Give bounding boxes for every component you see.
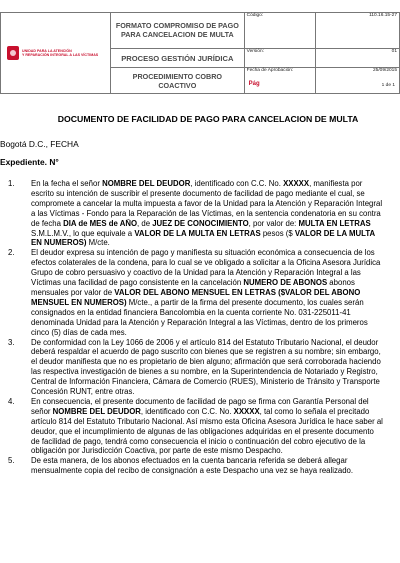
clause-bold-text: XXXXX <box>233 406 260 416</box>
version-label: Versión: <box>244 48 315 67</box>
place-date: Bogotá D.C., FECHA <box>0 139 79 149</box>
clause-text: Grupo de cobro persuasivo y coactivo de la Unidad para la Atención y Reparación Integral a las <box>31 268 361 278</box>
clause-text: Concesión RUNT, entre otras. <box>31 387 135 397</box>
clause-number: 1. <box>8 179 15 188</box>
logo-text-line-2: Y REPARACIÓN INTEGRAL A LAS VÍCTIMAS <box>22 53 99 57</box>
version-value: 01 <box>315 48 399 67</box>
clause-line <box>31 338 400 348</box>
clause-text: compromete a cancelar la multa impuesta a favor de la Unidad para la Atención y Reparación Integral <box>31 198 383 208</box>
clause-item <box>8 338 400 397</box>
logo-text-line-1: UNIDAD PARA LA ATENCIÓN <box>22 48 72 53</box>
format-title <box>111 13 245 49</box>
clause-text: , identificado con C.C. No. <box>140 406 234 416</box>
clause-line <box>31 456 400 466</box>
clause-line <box>31 387 400 397</box>
clause-item <box>8 248 400 337</box>
procedure-line-1: PROCEDIMIENTO COBRO <box>132 71 222 81</box>
clause-text: Central de Información Financiera, Cámara de Comercio (RUES), Ministerio de Tránsito y Transporte <box>31 377 380 387</box>
clause-item <box>8 179 400 248</box>
clause-text: artículo 814 del Estatuto Tributario Nacional. Así mismo esta Oficina Asesora Jurídica le hace saber al <box>31 416 383 426</box>
clause-line <box>31 318 400 328</box>
unidad-logo <box>1 46 110 60</box>
clause-line <box>31 238 400 248</box>
approval-label <box>244 68 315 94</box>
clause-line <box>31 328 400 338</box>
clause-line <box>31 417 400 427</box>
clause-text: El deudor expresa su intención de pago y manifiesta su situación económica a consecuencia de los <box>31 248 375 258</box>
code-value: 110.16.15-27 <box>315 13 399 49</box>
logo-text <box>22 49 110 58</box>
clause-bold-text: MENSUEL EN NUMEROS) <box>31 297 127 307</box>
clause-text: obligación por Jurisdicción Coactiva, por parte de este mismo Despacho. <box>31 446 283 456</box>
clause-line <box>31 437 400 447</box>
document-header <box>0 12 400 94</box>
clause-text: las respectiva investigación de bienes a su nombre, en la Superintendencia de Notariado y Registro, <box>31 367 378 377</box>
clause-text: cinco (5) días de cada mes. <box>31 327 127 337</box>
clause-line <box>31 258 400 268</box>
clauses-list <box>8 179 400 476</box>
clause-number: 5. <box>8 456 15 466</box>
clause-line <box>31 199 400 209</box>
clause-text: En consecuencia, el presente documento de facilidad de pago se firma con Garantía Personal del <box>31 396 369 406</box>
clause-line <box>31 446 400 456</box>
clause-bold-text: XXXXX <box>283 179 310 188</box>
clause-text: denominada Unidad para la Atención y Reparación Integral a las Víctimas, dentro de los primeros <box>31 317 368 327</box>
clause-line <box>31 427 400 437</box>
approval-label-text: Fecha de Aprobación: <box>246 68 294 74</box>
seal-icon <box>7 46 19 60</box>
clause-line <box>31 397 400 407</box>
clause-text: mensualmente copia del recibo de consignación a este Despacho una vez se haya realizado. <box>31 466 354 476</box>
code-label: Código: <box>244 13 315 49</box>
clause-bold-text: NUMERO DE ABONOS <box>243 278 328 288</box>
clause-bold-text: EN NUMEROS) <box>31 238 87 248</box>
clause-text: S.M.L.M.V., lo que equivale a <box>31 228 135 238</box>
clause-line <box>31 229 400 239</box>
clause-text: Víctimas una facilidad de pago consistente en la cancelación <box>31 278 244 288</box>
document-title: DOCUMENTO DE FACILIDAD DE PAGO PARA CANCELACION DE MULTA <box>57 114 359 124</box>
clause-text: , manifiesta por <box>309 179 363 188</box>
clause-bold-text: VALOR DE LA MULTA <box>294 228 376 238</box>
page-number: 1 de 1 <box>381 83 395 89</box>
clause-text: pesos ($ <box>260 228 295 238</box>
format-title-line-2: PARA CANCELACION DE MULTA <box>120 30 234 40</box>
process-name: PROCESO GESTIÓN JURÍDICA <box>111 48 245 67</box>
clause-text: , tal como lo señala el precitado <box>259 406 370 416</box>
clause-text: , identificado con C.C. No. <box>190 179 284 188</box>
clause-line <box>31 367 400 377</box>
clause-line <box>31 308 400 318</box>
clause-text: abonos <box>327 278 355 288</box>
page-mark: Pág <box>248 81 260 88</box>
procedure-line-2: COACTIVO <box>158 80 197 90</box>
clause-text: M/cte., a partir de la firma del presente documento, los cuales serán <box>126 297 364 307</box>
clause-line <box>31 209 400 219</box>
expediente-label: Expediente. N° <box>0 157 59 167</box>
clause-bold-text: VALOR DE LA MULTA EN LETRAS <box>134 228 261 238</box>
clause-line <box>31 357 400 367</box>
clause-text: mensuales por valor de <box>31 287 115 297</box>
clause-text: De conformidad con la Ley 1066 de 2006 y el artículo 814 del Estatuto Tributario Nacional, el deudor <box>31 337 379 347</box>
clause-text: el deudor manifiesta que no es propietario de bien alguno; afirmación que será corroborada haciendo <box>31 357 381 367</box>
clause-line <box>31 298 400 308</box>
clause-number: 2. <box>8 248 15 258</box>
clause-line <box>31 248 400 258</box>
clause-text: deberá respaldar el acuerdo de pago suscrito con bienes que se registren a su nombre; sin embargo, <box>31 347 381 357</box>
clause-number: 3. <box>8 337 15 347</box>
clause-text: de facilidad de pago, tendrá como consecuencia el inicio o continuación del cobro ejecutivo de la <box>31 436 366 446</box>
clause-item <box>8 456 400 476</box>
clause-line <box>31 407 400 417</box>
clause-text: En la fecha el señor <box>31 179 103 188</box>
clause-bold-text: JUEZ DE CONOCIMIENTO <box>152 218 249 228</box>
clause-line <box>31 278 400 288</box>
clause-number: 4. <box>8 396 15 406</box>
clause-line <box>31 377 400 387</box>
procedure-name <box>111 68 245 94</box>
clause-text: De esta manera, de los abonos efectuados en la cuenta bancaria referida se deberá allegar <box>31 456 348 466</box>
clause-bold-text: VALOR DEL ABONO MENSUEL EN LETRAS ($VALOR DEL ABONO <box>114 287 361 297</box>
approval-date: 25/09/2015 <box>372 68 397 74</box>
clause-line <box>31 288 400 298</box>
clause-text: , por valor de: <box>248 218 299 228</box>
clause-line <box>31 466 400 476</box>
clause-text: efectos colaterales de la condena, para lo cual se ve obligado a solicitar a la Oficina Asesora Jurídica <box>31 258 381 268</box>
header-table <box>0 12 400 94</box>
clause-line <box>31 189 400 199</box>
clause-text: escrito su intención de suscribir el presente documento de facilidad de pago mediante el cual, se <box>31 188 365 198</box>
clause-bold-text: NOMBRE DEL DEUDOR <box>102 179 191 188</box>
clause-text: deudor, que el incumplimiento de algunas de las obligaciones adquiridas en el presente documento <box>31 426 374 436</box>
clause-line <box>31 268 400 278</box>
format-title-line-1: FORMATO COMPROMISO DE PAGO <box>115 21 239 31</box>
logo-cell <box>1 13 111 94</box>
approval-value <box>315 68 399 94</box>
clause-text: señor <box>31 406 53 416</box>
clause-line <box>31 219 400 229</box>
clause-text: , de <box>137 218 153 228</box>
clause-line <box>31 179 400 189</box>
clause-item <box>8 397 400 456</box>
clause-bold-text: NOMBRE DEL DEUDOR <box>52 406 141 416</box>
clause-text: consignados en la entidad financiera Bancolombia en la cuenta corriente No. 031-225011-41 <box>31 307 351 317</box>
clause-text: a las Víctimas - Fondo para la Reparación de las Víctimas, en la sentencia condenatoria en su contra <box>31 208 381 218</box>
clause-bold-text: DIA de MES de AÑO <box>63 218 138 228</box>
clause-bold-text: MULTA EN LETRAS <box>298 218 371 228</box>
clause-text: M/cte. <box>86 238 110 248</box>
clause-text: de fecha <box>31 218 64 228</box>
clause-line <box>31 347 400 357</box>
